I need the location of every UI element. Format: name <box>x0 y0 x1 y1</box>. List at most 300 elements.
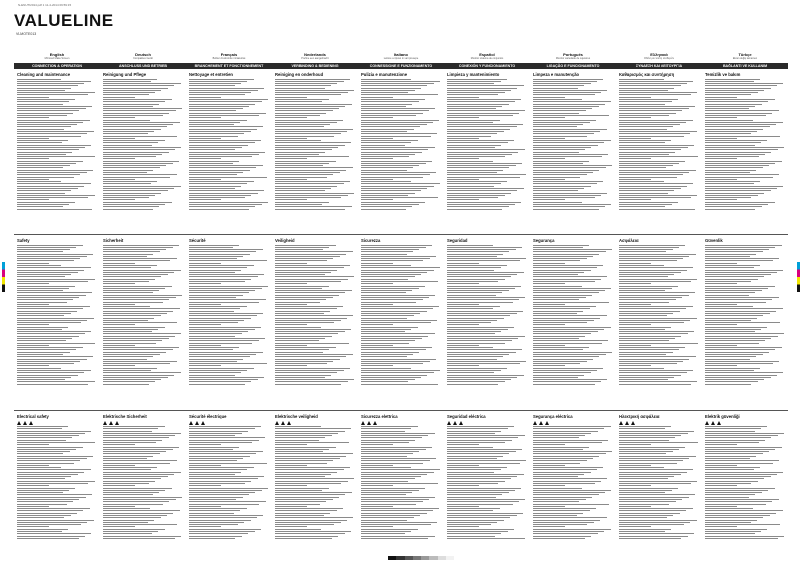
text-line <box>275 308 337 309</box>
text-line <box>189 343 252 344</box>
text-line <box>103 99 172 100</box>
text-line <box>619 158 651 159</box>
text-line <box>705 83 783 84</box>
text-line <box>447 533 501 534</box>
text-line <box>705 133 751 134</box>
text-line <box>361 536 435 537</box>
text-line <box>619 260 677 261</box>
text-line <box>361 270 434 271</box>
text-line <box>705 199 737 200</box>
text-line <box>447 190 517 191</box>
text-line <box>189 263 221 264</box>
text-line <box>103 158 135 159</box>
text-line <box>447 384 498 385</box>
text-line <box>189 138 221 139</box>
text-line <box>447 195 505 196</box>
text-line <box>705 320 751 321</box>
text-line <box>275 513 330 514</box>
text-line <box>275 108 339 109</box>
warning-icon <box>625 421 629 425</box>
text-line <box>447 154 512 155</box>
text-line <box>275 154 319 155</box>
text-line <box>103 113 169 114</box>
text-line <box>619 99 678 100</box>
text-line <box>189 533 248 534</box>
text-line <box>17 524 81 525</box>
text-line <box>103 453 160 454</box>
text-line <box>533 327 611 328</box>
text-line <box>619 359 689 360</box>
text-line <box>17 290 63 291</box>
text-line <box>705 131 757 132</box>
text-line <box>533 186 591 187</box>
text-line <box>103 290 159 291</box>
text-line <box>17 256 87 257</box>
text-line <box>361 120 439 121</box>
text-line <box>705 347 782 348</box>
text-line <box>17 315 64 316</box>
text-line <box>189 274 264 275</box>
text-line <box>361 83 434 84</box>
text-line <box>361 472 434 473</box>
text-line <box>533 97 565 98</box>
text-line <box>189 188 235 189</box>
text-line <box>103 247 173 248</box>
text-line <box>705 431 755 432</box>
text-line <box>447 490 515 491</box>
text-line <box>103 138 135 139</box>
text-line <box>17 311 77 312</box>
text-line <box>619 522 690 523</box>
text-line <box>533 286 582 287</box>
text-line <box>705 161 782 162</box>
text-line <box>361 181 411 182</box>
text-line <box>619 136 684 137</box>
text-line <box>705 304 737 305</box>
text-line <box>705 88 771 89</box>
text-line <box>17 131 94 132</box>
text-line <box>103 142 158 143</box>
text-line <box>17 190 71 191</box>
text-line <box>533 90 607 91</box>
text-line <box>705 377 771 378</box>
text-line <box>533 365 565 366</box>
text-line <box>361 322 431 323</box>
text-line <box>189 186 241 187</box>
text-line <box>705 290 762 291</box>
text-line <box>17 336 79 337</box>
text-line <box>533 375 584 376</box>
text-line <box>619 361 683 362</box>
text-line <box>705 254 756 255</box>
text-line <box>619 97 651 98</box>
text-line <box>103 81 151 82</box>
text-line <box>361 197 438 198</box>
text-line <box>275 437 325 438</box>
text-line <box>619 318 697 319</box>
text-line <box>189 451 263 452</box>
text-line <box>103 108 182 109</box>
text-line <box>275 433 338 434</box>
text-line <box>447 333 495 334</box>
text-line <box>189 199 221 200</box>
text-line <box>533 384 595 385</box>
text-line <box>103 329 158 330</box>
text-line <box>17 442 95 443</box>
text-line <box>103 315 161 316</box>
text-line <box>619 163 679 164</box>
text-line <box>103 199 135 200</box>
text-line <box>361 520 407 521</box>
text-line <box>619 79 664 80</box>
text-line <box>619 115 669 116</box>
text-line <box>705 469 754 470</box>
text-line <box>275 263 307 264</box>
text-line <box>705 472 783 473</box>
warning-icon-group <box>189 421 269 425</box>
text-line <box>275 174 333 175</box>
text-line <box>361 384 438 385</box>
text-line <box>361 331 405 332</box>
text-line <box>17 428 62 429</box>
text-line <box>705 499 779 500</box>
warning-icon <box>275 421 279 425</box>
text-line <box>189 299 266 300</box>
text-line <box>533 361 587 362</box>
text-line <box>275 354 353 355</box>
text-line <box>533 177 580 178</box>
warning-icon <box>453 421 457 425</box>
text-line <box>533 338 579 339</box>
text-line <box>17 122 83 123</box>
text-line <box>705 497 749 498</box>
text-line <box>705 177 773 178</box>
text-line <box>189 465 221 466</box>
warning-icon <box>361 421 365 425</box>
text-line <box>275 79 350 80</box>
text-line <box>275 494 345 495</box>
text-line <box>189 161 239 162</box>
text-line <box>447 288 515 289</box>
text-line <box>189 256 243 257</box>
text-line <box>17 352 70 353</box>
warning-icon <box>373 421 377 425</box>
text-line <box>705 529 767 530</box>
text-line <box>533 315 607 316</box>
text-line <box>17 286 75 287</box>
text-line <box>619 433 688 434</box>
safety-column: Sécurité <box>189 238 206 243</box>
text-line <box>533 501 579 502</box>
text-line <box>705 440 765 441</box>
text-line <box>275 510 337 511</box>
text-line <box>533 515 577 516</box>
text-line <box>705 209 755 210</box>
text-line <box>533 188 584 189</box>
text-line <box>447 361 526 362</box>
text-line <box>189 488 268 489</box>
text-line <box>705 533 755 534</box>
text-line <box>103 97 135 98</box>
text-line <box>361 370 440 371</box>
text-line <box>705 281 751 282</box>
cleaning-column: Reinigung und Pflege <box>103 72 147 77</box>
text-line <box>17 472 84 473</box>
text-line <box>17 349 76 350</box>
text-line <box>17 478 65 479</box>
text-line <box>619 193 668 194</box>
text-line <box>103 122 180 123</box>
text-line <box>705 538 778 539</box>
text-line <box>705 453 763 454</box>
text-line <box>17 165 70 166</box>
text-line <box>447 379 511 380</box>
text-line <box>447 433 495 434</box>
text-line <box>103 510 180 511</box>
text-line <box>189 529 261 530</box>
text-line <box>619 538 681 539</box>
text-line <box>533 451 612 452</box>
electrical-column: Seguridad eléctrica <box>444 414 530 554</box>
text-line <box>533 202 582 203</box>
text-line <box>275 315 353 316</box>
text-line <box>533 456 599 457</box>
text-line <box>361 152 422 153</box>
text-line <box>189 435 235 436</box>
text-line <box>705 179 737 180</box>
warning-icon-group <box>361 421 441 425</box>
text-line <box>447 206 509 207</box>
text-line <box>17 513 77 514</box>
text-line <box>361 147 435 148</box>
text-line <box>275 306 343 307</box>
text-line <box>17 115 67 116</box>
text-line <box>17 181 61 182</box>
text-line <box>361 510 433 511</box>
text-line <box>705 437 771 438</box>
text-line <box>361 179 393 180</box>
text-line <box>275 368 350 369</box>
text-line <box>17 533 91 534</box>
text-line <box>533 538 585 539</box>
text-line <box>275 483 341 484</box>
text-line <box>447 442 505 443</box>
text-line <box>103 92 155 93</box>
text-line <box>17 474 78 475</box>
text-line <box>447 115 513 116</box>
text-line <box>17 204 69 205</box>
text-line <box>189 206 255 207</box>
text-line <box>447 199 479 200</box>
text-line <box>361 453 413 454</box>
text-line <box>275 170 346 171</box>
text-line <box>17 88 71 89</box>
text-line <box>533 435 585 436</box>
text-line <box>361 506 393 507</box>
lang-column-header: Türkçe Ekran değiş tamamen <box>732 52 758 60</box>
text-line <box>103 172 147 173</box>
text-line <box>533 453 606 454</box>
text-line <box>361 133 437 134</box>
text-line <box>361 172 436 173</box>
text-line <box>361 131 407 132</box>
text-line <box>705 113 772 114</box>
text-line <box>189 524 238 525</box>
text-line <box>103 263 135 264</box>
text-line <box>619 315 667 316</box>
text-line <box>705 190 771 191</box>
text-line <box>705 520 757 521</box>
text-line <box>705 318 757 319</box>
text-line <box>619 363 677 364</box>
text-line <box>533 340 608 341</box>
text-line <box>447 375 524 376</box>
text-line <box>705 481 758 482</box>
text-line <box>189 101 262 102</box>
text-line <box>447 85 524 86</box>
text-line <box>533 276 607 277</box>
text-line <box>189 288 262 289</box>
text-line <box>705 465 737 466</box>
text-line <box>103 345 135 346</box>
text-line <box>103 136 177 137</box>
text-line <box>533 209 599 210</box>
text-line <box>619 469 693 470</box>
text-line <box>447 365 479 366</box>
text-line <box>275 492 352 493</box>
text-line <box>275 104 352 105</box>
text-line <box>705 302 766 303</box>
text-line <box>17 167 63 168</box>
warning-icon-group <box>103 421 183 425</box>
text-line <box>189 469 247 470</box>
lang-column-header: Italiano Lettore a riposo in vari presepe <box>383 52 419 60</box>
text-line <box>103 195 155 196</box>
text-line <box>361 343 409 344</box>
text-line <box>361 263 393 264</box>
text-line <box>17 354 63 355</box>
text-line <box>619 442 698 443</box>
text-line <box>619 336 681 337</box>
text-line <box>705 365 737 366</box>
text-line <box>533 170 599 171</box>
text-line <box>103 497 182 498</box>
cleaning-column: Temizlik ve bakım <box>705 72 741 77</box>
text-line <box>619 320 690 321</box>
text-line <box>361 336 428 337</box>
warning-icon <box>201 421 205 425</box>
text-line <box>275 156 349 157</box>
text-line <box>533 299 579 300</box>
text-line <box>619 494 695 495</box>
text-line <box>361 533 405 534</box>
text-line <box>17 94 88 95</box>
text-line <box>189 492 255 493</box>
text-line <box>361 345 393 346</box>
text-line <box>619 202 678 203</box>
text-line <box>103 311 173 312</box>
text-line <box>447 322 491 323</box>
text-line <box>361 108 435 109</box>
text-line <box>17 433 85 434</box>
text-line <box>619 138 651 139</box>
text-line <box>705 181 760 182</box>
text-line <box>17 322 81 323</box>
text-line <box>361 256 436 257</box>
text-line <box>103 333 181 334</box>
text-line <box>533 354 606 355</box>
text-line <box>361 170 407 171</box>
text-line <box>619 199 651 200</box>
text-line <box>447 478 511 479</box>
text-line <box>619 354 666 355</box>
text-line <box>103 449 173 450</box>
text-line <box>275 81 344 82</box>
text-line <box>619 467 664 468</box>
text-line <box>705 129 763 130</box>
text-line <box>189 110 236 111</box>
text-line <box>619 131 697 132</box>
text-line <box>189 247 233 248</box>
text-line <box>619 375 681 376</box>
text-line <box>275 188 331 189</box>
text-line <box>103 501 169 502</box>
text-line <box>189 254 250 255</box>
text-line <box>189 368 254 369</box>
text-line <box>447 145 501 146</box>
text-line <box>533 88 578 89</box>
text-line <box>619 286 678 287</box>
text-line <box>17 485 49 486</box>
text-line <box>705 368 760 369</box>
text-line <box>705 384 751 385</box>
text-line <box>103 283 135 284</box>
text-line <box>103 276 161 277</box>
text-line <box>447 249 516 250</box>
text-line <box>275 167 353 168</box>
text-line <box>17 97 49 98</box>
text-line <box>275 120 343 121</box>
text-line <box>705 536 784 537</box>
text-line <box>361 167 413 168</box>
text-line <box>447 476 517 477</box>
text-line <box>361 156 409 157</box>
text-line <box>533 329 604 330</box>
text-line <box>533 297 586 298</box>
text-line <box>705 361 779 362</box>
text-line <box>705 154 765 155</box>
text-line <box>705 152 771 153</box>
text-line <box>705 156 759 157</box>
text-line <box>275 526 307 527</box>
text-line <box>447 113 519 114</box>
text-line <box>103 193 161 194</box>
text-line <box>103 458 147 459</box>
text-line <box>275 206 352 207</box>
text-line <box>619 165 673 166</box>
text-line <box>447 370 501 371</box>
text-line <box>533 99 582 100</box>
text-line <box>619 456 696 457</box>
text-line <box>619 154 669 155</box>
text-line <box>17 90 65 91</box>
text-line <box>361 186 434 187</box>
text-line <box>17 372 84 373</box>
text-line <box>619 108 689 109</box>
text-line <box>705 147 784 148</box>
text-line <box>533 506 565 507</box>
text-line <box>275 444 307 445</box>
